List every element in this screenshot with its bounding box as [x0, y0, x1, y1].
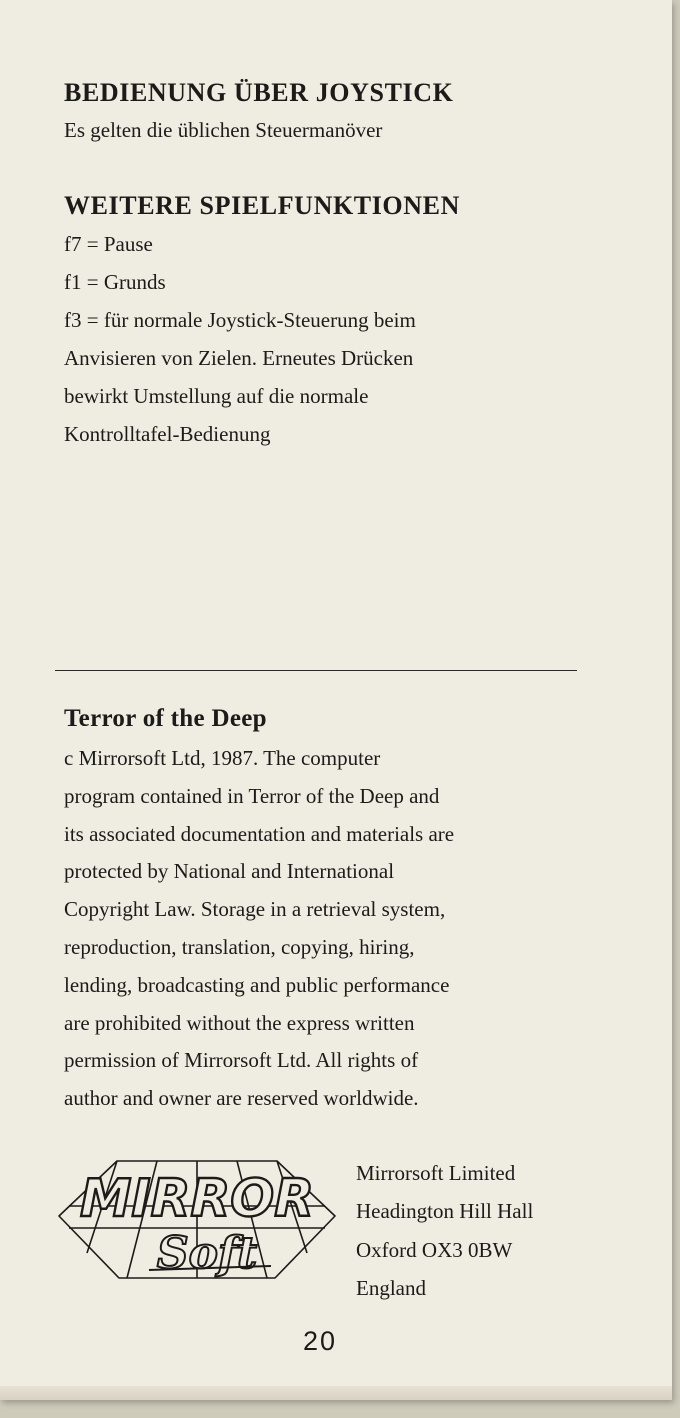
joystick-heading: BEDIENUNG ÜBER JOYSTICK: [64, 78, 454, 107]
copyright-notice: [64, 740, 454, 1118]
function-line: f1 = Grunds: [64, 270, 166, 294]
address-line: England: [356, 1275, 426, 1300]
mirrorsoft-logo: [57, 1158, 337, 1282]
function-line: f3 = für normale Joystick-Steuerung beim: [64, 308, 416, 332]
function-line: f7 = Pause: [64, 232, 153, 256]
copyright-line: lending, broadcasting and public performance: [64, 972, 450, 997]
copyright-line: reproduction, translation, copying, hiring,: [64, 934, 415, 959]
function-line: bewirkt Umstellung auf die normale: [64, 384, 369, 408]
address-line: Oxford OX3 0BW: [356, 1237, 513, 1262]
game-title: Terror of the Deep: [64, 705, 267, 732]
address-line: Mirrorsoft Limited: [356, 1161, 516, 1185]
copyright-line: protected by National and International: [64, 859, 395, 884]
copyright-line: Copyright Law. Storage in a retrieval system,: [64, 897, 446, 922]
logo-mirror-text: MIRROR: [80, 1169, 314, 1229]
copyright-line: are prohibited without the express written: [64, 1010, 415, 1035]
copyright-line: c Mirrorsoft Ltd, 1987. The computer: [64, 746, 381, 770]
joystick-text: Es gelten die üblichen Steuermanöver: [64, 118, 383, 142]
copyright-line: its associated documentation and materials are: [64, 821, 455, 846]
section-divider: [55, 670, 577, 671]
function-line: Kontrolltafel-Bedienung: [64, 422, 271, 446]
company-address: [356, 1154, 533, 1307]
page-number: 20: [302, 1326, 338, 1356]
address-line: Headington Hill Hall: [356, 1199, 534, 1224]
functions-heading: WEITERE SPIELFUNKTIONEN: [64, 191, 460, 220]
copyright-line: permission of Mirrorsoft Ltd. All rights of: [64, 1048, 419, 1073]
logo-soft-text: Soft: [156, 1228, 258, 1279]
copyright-line: program contained in Terror of the Deep and: [64, 783, 440, 808]
copyright-line: author and owner are reserved worldwide.: [64, 1086, 419, 1111]
function-line: Anvisieren von Zielen. Erneutes Drücken: [64, 346, 414, 370]
